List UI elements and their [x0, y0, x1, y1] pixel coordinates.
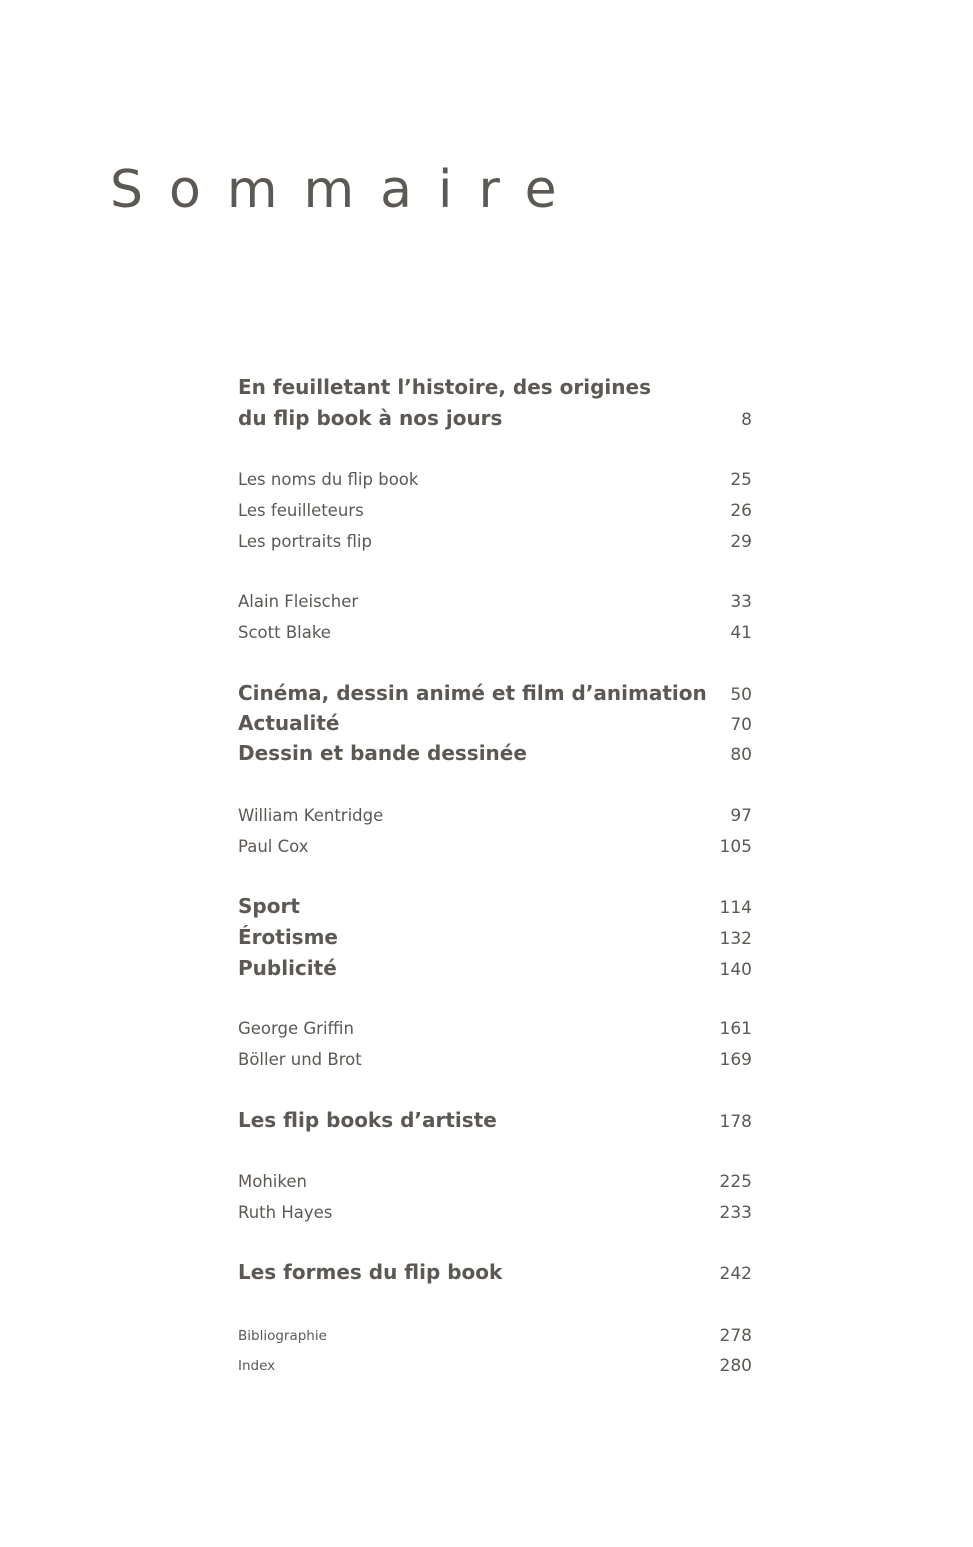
- toc-entry-label: Index: [238, 1358, 276, 1374]
- toc-entry-label: Les portraits flip: [238, 532, 372, 551]
- toc-entry[interactable]: [238, 837, 752, 861]
- toc-entry-page-number: 25: [730, 470, 752, 490]
- toc-entry-page-number: 8: [741, 410, 752, 430]
- toc-entry[interactable]: [238, 956, 752, 984]
- toc-entry-page-number: 97: [730, 806, 752, 826]
- toc-entry-page-number: 50: [730, 685, 752, 705]
- toc-entry[interactable]: [238, 501, 752, 525]
- toc-entry[interactable]: [238, 1172, 752, 1196]
- toc-entry-page-number: 169: [719, 1050, 752, 1070]
- toc-entry-page-number: 280: [719, 1356, 752, 1376]
- toc-entry-label: Les noms du flip book: [238, 470, 419, 489]
- toc-entry[interactable]: [238, 1108, 752, 1136]
- toc-entry[interactable]: [238, 1326, 752, 1350]
- toc-entry[interactable]: [238, 592, 752, 616]
- toc-entry-label: Ruth Hayes: [238, 1203, 333, 1222]
- toc-entry-label: Bibliographie: [238, 1328, 327, 1344]
- toc-entry-page-number: 278: [719, 1326, 752, 1346]
- toc-entry-label: Mohiken: [238, 1172, 307, 1191]
- toc-entry[interactable]: [238, 925, 752, 953]
- toc-entry[interactable]: [238, 1356, 752, 1380]
- toc-entry-label: Érotisme: [238, 925, 338, 949]
- toc-entry[interactable]: [238, 711, 752, 739]
- toc-entry-label: Les flip books d’artiste: [238, 1108, 497, 1132]
- toc-entry[interactable]: [238, 1260, 752, 1288]
- toc-entry[interactable]: [238, 623, 752, 647]
- toc-entry[interactable]: [238, 1203, 752, 1227]
- toc-entry-label: Cinéma, dessin animé et film d’animation: [238, 681, 707, 705]
- toc-entry[interactable]: [238, 532, 752, 556]
- toc-entry-label: Actualité: [238, 711, 340, 735]
- toc-entry-page-number: 225: [719, 1172, 752, 1192]
- toc-entry-label: Sport: [238, 894, 300, 918]
- toc-entry[interactable]: [238, 681, 752, 709]
- toc-entry-page-number: 41: [730, 623, 752, 643]
- toc-entry[interactable]: [238, 470, 752, 494]
- toc-entry-label: Alain Fleischer: [238, 592, 359, 611]
- toc-entry-label: Les formes du flip book: [238, 1260, 503, 1284]
- page-title: Sommaire: [110, 160, 583, 220]
- toc-entry-page-number: 140: [719, 960, 752, 980]
- toc-entry-page-number: 80: [730, 745, 752, 765]
- toc-entry-page-number: 114: [719, 898, 752, 918]
- toc-entry-label: Publicité: [238, 956, 337, 980]
- toc-entry-page-number: 70: [730, 715, 752, 735]
- toc-entry-page-number: 33: [730, 592, 752, 612]
- toc-entry[interactable]: [238, 806, 752, 830]
- toc-entry-label: Böller und Brot: [238, 1050, 362, 1069]
- toc-entry-intro-line1: En feuilletant l’histoire, des origines: [238, 375, 651, 399]
- toc-entry-page-number: 178: [719, 1112, 752, 1132]
- toc-entry-page-number: 26: [730, 501, 752, 521]
- toc-entry-intro-line2: du flip book à nos jours: [238, 406, 503, 430]
- toc-entry-page-number: 161: [719, 1019, 752, 1039]
- toc-entry-label: George Griffin: [238, 1019, 354, 1038]
- toc-entry[interactable]: [238, 1019, 752, 1043]
- toc-entry-page-number: 29: [730, 532, 752, 552]
- toc-entry-page-number: 105: [719, 837, 752, 857]
- toc-entry-label: Les feuilleteurs: [238, 501, 364, 520]
- toc-entry-label: Paul Cox: [238, 837, 309, 856]
- toc-entry-page-number: 242: [719, 1264, 752, 1284]
- toc-entry-label: Dessin et bande dessinée: [238, 741, 527, 765]
- toc-entry-label: Scott Blake: [238, 623, 331, 642]
- toc-entry[interactable]: [238, 894, 752, 922]
- toc-entry[interactable]: [238, 741, 752, 769]
- toc-entry-label: William Kentridge: [238, 806, 384, 825]
- toc-entry-page-number: 233: [719, 1203, 752, 1223]
- toc-entry-page-number: 132: [719, 929, 752, 949]
- toc-entry[interactable]: [238, 1050, 752, 1074]
- toc-entry-intro[interactable]: [238, 375, 752, 435]
